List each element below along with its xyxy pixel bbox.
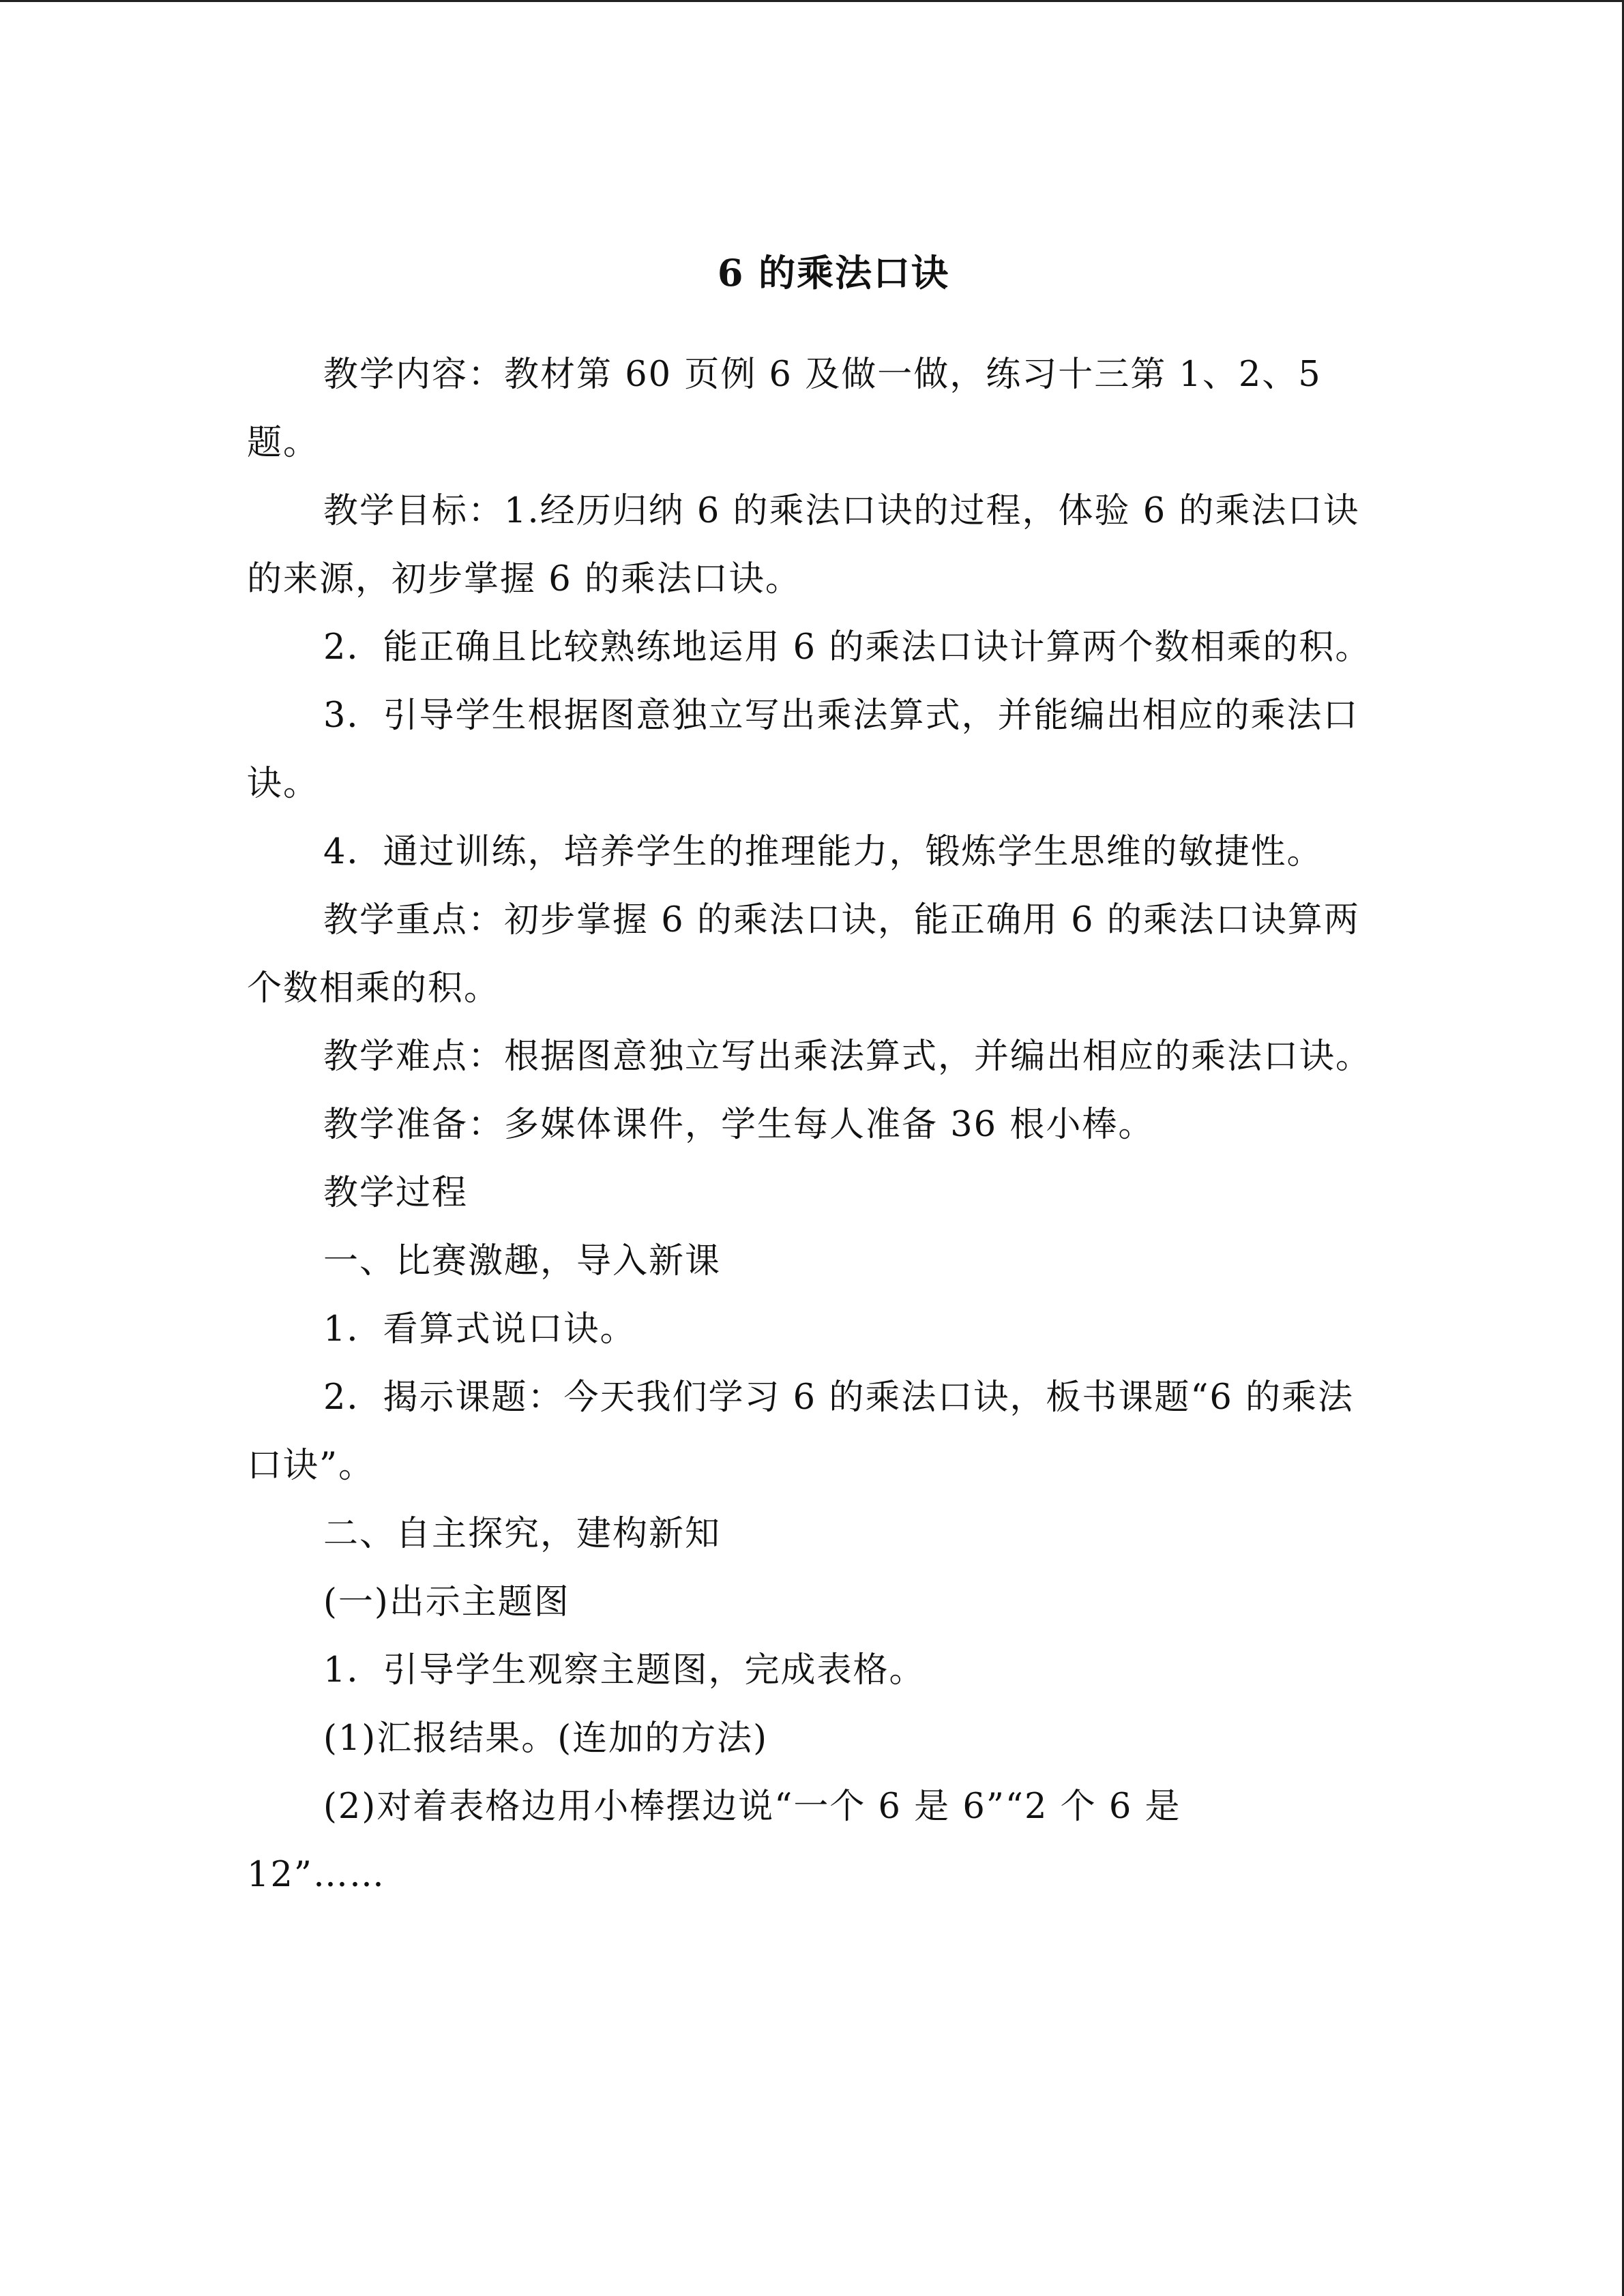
page-top-border (0, 0, 1624, 2)
paragraph-goal-4: 4．通过训练，培养学生的推理能力，锻炼学生思维的敏捷性。 (323, 832, 1323, 872)
paragraph-teaching-goals: 教学目标：1.经历归纳 6 的乘法口诀的过程，体验 6 的乘法口诀的来源，初步掌握 6 的乘法口诀。 (247, 491, 1360, 599)
paragraph-goal-2: 2．能正确且比较熟练地运用 6 的乘法口诀计算两个数相乘的积。 (323, 627, 1372, 668)
paragraph-key-points: 教学重点：初步掌握 6 的乘法口诀，能正确用 6 的乘法口诀算两个数相乘的积。 (247, 900, 1360, 1009)
heading-section-2: 二、自主探究，建构新知 (323, 1514, 722, 1554)
paragraph-report-results: (1)汇报结果。(连加的方法) (323, 1718, 769, 1759)
paragraph-teaching-content: 教学内容：教材第 60 页例 6 及做一做，练习十三第 1、2、5 题。 (247, 355, 1322, 463)
paragraph-sticks-activity-continued: 12”…… (247, 1855, 385, 1895)
heading-subsection-1: (一)出示主题图 (323, 1582, 570, 1622)
paragraph-step-2: 2．揭示课题：今天我们学习 6 的乘法口诀，板书课题“6 的乘法口诀”。 (247, 1377, 1355, 1486)
paragraph-difficulties: 教学难点：根据图意独立写出乘法算式，并编出相应的乘法口诀。 (323, 1037, 1372, 1077)
paragraph-preparation: 教学准备：多媒体课件，学生每人准备 36 根小棒。 (323, 1105, 1155, 1145)
heading-teaching-process: 教学过程 (323, 1173, 469, 1213)
paragraph-goal-3: 3．引导学生根据图意独立写出乘法算式，并能编出相应的乘法口诀。 (247, 696, 1359, 804)
document-page (247, 245, 1379, 1909)
document-title: 6 的乘法口诀 (717, 251, 950, 295)
paragraph-step-1: 1．看算式说口诀。 (323, 1309, 636, 1350)
paragraph-sticks-activity: (2)对着表格边用小棒摆边说“一个 6 是 6”“2 个 6 是 (323, 1787, 1181, 1827)
paragraph-observe-table: 1．引导学生观察主题图，完成表格。 (323, 1650, 926, 1690)
heading-section-1: 一、比赛激趣，导入新课 (323, 1241, 722, 1281)
